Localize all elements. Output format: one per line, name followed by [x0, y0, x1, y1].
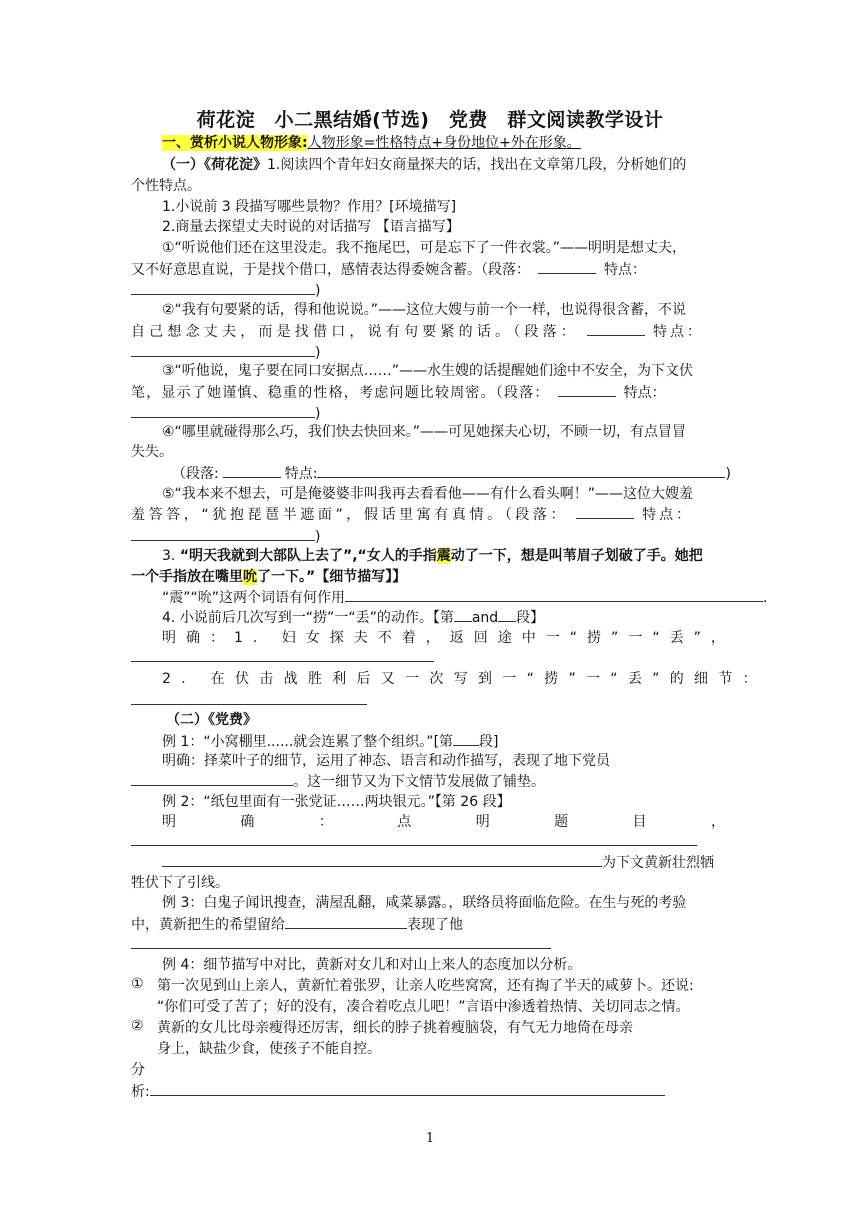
- e2-char: 确: [240, 814, 255, 830]
- paragraph-blank[interactable]: [223, 463, 281, 478]
- q3-number: 3.: [162, 548, 180, 564]
- close-paren: ): [315, 406, 321, 422]
- example-1-answer-a: 明确：择菜叶子的细节，运用了神态、语言和动作描写，表现了地下党员: [162, 753, 610, 769]
- example-2-tail: [162, 852, 714, 873]
- dialogue-3-c: [131, 403, 320, 424]
- section-1-heading: [162, 133, 581, 153]
- dialogue-4-b: 失失。: [131, 444, 173, 460]
- example-4-item-2-a: 黄新的女儿比母亲瘦得还厉害，细长的脖子挑着瘦脑袋，有气无力地倚在母亲: [157, 1020, 633, 1036]
- answer-rule[interactable]: [131, 845, 697, 846]
- trait-blank[interactable]: [131, 403, 315, 418]
- trait-blank[interactable]: [131, 342, 315, 357]
- example-1-end: 段]: [479, 734, 499, 750]
- clarify-label: 明确：: [162, 630, 234, 646]
- example-4: 例 4：细节描写中对比，黄新对女儿和对山上来人的态度加以分析。: [162, 957, 582, 973]
- trait-label: 特点：: [623, 385, 666, 401]
- trait-blank[interactable]: [131, 526, 315, 541]
- dangfei-label: （二）《党费》: [166, 712, 257, 728]
- trait-blank[interactable]: [131, 280, 315, 295]
- dialogue-5-c: [131, 526, 320, 547]
- and-text: and: [471, 610, 499, 626]
- e2-char: 明: [162, 814, 176, 830]
- close-paren: ): [315, 529, 321, 545]
- scene-question: 1.小说前 3 段描写哪些景物？作用？[环境描写]: [162, 199, 457, 215]
- item-2-marker: ②: [131, 1018, 144, 1034]
- example-3-text: 中，黄新把生的希望留给: [131, 917, 285, 933]
- dialogue-4-a: ④“哪里就碰得那么巧，我们快去快回来。”——可见她探夫心切，不顾一切，有点冒冒: [162, 424, 687, 440]
- highlight-shun: 吮: [243, 569, 257, 585]
- detail-quote-a: [162, 546, 703, 566]
- dialogue-2-a: ②“我有句要紧的话，得和他说说。”——这位大嫂与前一个一样，也说得很含蓄，不说: [162, 302, 687, 318]
- answer-blank[interactable]: [162, 852, 602, 867]
- clarify-2-text: 2. 在伏击战胜利后又一次写到一“捞”一“丢”的细节：: [162, 671, 767, 687]
- document-title: 荷花淀 小二黑结婚(节选) 党费 群文阅读教学设计: [196, 109, 664, 131]
- q1-line-a: [162, 155, 686, 175]
- example-2: 例 2：“纸包里面有一张党证……两块银元。”【第 26 段】: [162, 794, 511, 810]
- dialogue-5-b: [131, 504, 693, 525]
- analysis-blank[interactable]: [150, 1081, 665, 1096]
- trait-label: 特点:: [284, 466, 318, 482]
- e2-char: ：: [318, 814, 333, 830]
- paragraph-blank[interactable]: [454, 607, 472, 622]
- highlight-zhen: 震: [436, 548, 451, 564]
- example-4-item-1-b: “你们可受了苦了；好的没有，凑合着吃点儿吧！”言语中渗透着热情、关切同志之情。: [157, 999, 690, 1015]
- example-4-item-2-b: 身上，缺盐少食，使孩子不能自控。: [157, 1041, 381, 1057]
- answer-rule[interactable]: [131, 661, 434, 662]
- detail-quote-b: [131, 567, 406, 587]
- q3-quote-b: 动了一下，想是叫苇眉子划破了手。她把: [450, 548, 703, 564]
- e2-char: 明: [475, 814, 490, 830]
- q1-line-b: 个性特点。: [131, 178, 201, 194]
- q3-quote-c: 一个手指放在嘴里: [131, 569, 243, 585]
- detail-ask-text: “震”“吮”这两个词语有何作用: [162, 590, 346, 606]
- page-number: 1: [425, 1131, 435, 1146]
- paragraph-label: （段落:: [172, 466, 219, 482]
- close-paren: ): [315, 345, 321, 361]
- example-3-a: 例 3：白鬼子闻讯搜查，满屋乱翻，咸菜暴露。，联络员将面临危险。在生与死的考验: [162, 895, 687, 911]
- answer-rule[interactable]: [131, 704, 367, 705]
- dialogue-5-text: 羞答答，“犹抱琵琶半遮面”，假话里寓有真情。（段落：: [131, 507, 569, 523]
- example-1-text: 例 1：“小窝棚里......就会连累了整个组织。”[第: [162, 734, 454, 750]
- dialogue-3-a: ③“听他说，鬼子要在同口安据点……”——水生嫂的话提醒她们途中不安全，为下文伏: [162, 363, 694, 379]
- q3-quote-a: “明天我就到大部队上去了”,“女人的手指: [179, 548, 437, 564]
- clarify-1-text: 1. 妇女探夫不着，返回途中一“捞”一“丢”，: [234, 630, 735, 646]
- q3-quote-d: 了一下。”: [257, 569, 316, 585]
- dialogue-5-a: ⑤“我本来不想去，可是俺婆婆非叫我再去看看他——有什么看头啊！”——这位大嫂羞: [162, 486, 694, 502]
- dialogue-1-c: [131, 280, 320, 301]
- dialogue-2-text: 自己想念丈夫，而是找借口，说有句要紧的话。（段落：: [131, 324, 579, 340]
- trait-blank[interactable]: [317, 463, 725, 478]
- e2-char: 题: [554, 814, 569, 830]
- clarify-1: [162, 628, 735, 648]
- example-2-tail-2: 牲伏下了引线。: [131, 875, 229, 891]
- dialogue-4-c: [172, 463, 731, 484]
- dialogue-1-b: [131, 259, 727, 280]
- answer-blank[interactable]: [131, 771, 293, 786]
- example-4-item-1-a: 第一次见到山上亲人，黄新忙着张罗，让亲人吃些窝窝，还有掏了半天的咸萝卜。还说:: [157, 978, 694, 994]
- dialogue-1-text: 又不好意思直说，于是找个借口，感情表达得委婉含蓄。（段落：: [131, 262, 530, 278]
- paragraph-blank[interactable]: [576, 504, 634, 519]
- dialogue-3-text: 笔，显示了她谨慎、稳重的性格，考虑问题比较周密。（段落：: [131, 385, 550, 401]
- section-1-head: 一、赏析小说人物形象:: [162, 135, 308, 151]
- close-paren: ): [315, 283, 321, 299]
- paragraph-blank[interactable]: [558, 382, 616, 397]
- section-1-formula: 人物形象=性格特点+身份地位+外在形象。: [307, 135, 581, 151]
- example-2-answer: [162, 812, 725, 832]
- answer-rule[interactable]: [131, 948, 551, 949]
- dialogue-2-c: [131, 342, 320, 363]
- example-1-answer-text: 。这一细节又为下文情节发展做了铺垫。: [293, 774, 545, 790]
- example-1: [162, 731, 499, 752]
- example-2-tail-text: 为下文黄新壮烈牺: [602, 855, 714, 871]
- e2-char: 点: [397, 814, 412, 830]
- trait-label: 特点：: [642, 507, 694, 523]
- q3-tag: 【细节描写】】: [315, 569, 407, 585]
- hehuadian-label: （一）《荷花淀》: [162, 157, 267, 173]
- e2-char: 目: [632, 814, 647, 830]
- answer-blank[interactable]: [345, 587, 763, 602]
- laodiu-text: 4. 小说前后几次写到一“捞”一“丢”的动作。【第: [162, 610, 454, 626]
- close-paren: ): [725, 466, 731, 482]
- detail-ask: “震”“吮”这两个词语有何作用 .: [162, 587, 767, 608]
- item-1-marker: ①: [131, 976, 144, 992]
- dialogue-2-b: [131, 321, 704, 342]
- e2-char: ，: [710, 814, 725, 830]
- laodiu-question: [162, 607, 544, 628]
- analysis-label-1: 分: [131, 1062, 145, 1078]
- dialogue-3-b: [131, 382, 666, 403]
- example-1-answer-b: [131, 771, 545, 792]
- example-3-text-2: 表现了他: [407, 917, 463, 933]
- paragraph-blank[interactable]: [538, 259, 596, 274]
- analysis-line: [131, 1081, 665, 1102]
- trait-label: 特点：: [604, 262, 646, 278]
- laodiu-end: 段】: [516, 610, 545, 626]
- analysis-label-2: 析:: [131, 1084, 150, 1100]
- paragraph-blank[interactable]: [587, 321, 645, 336]
- clarify-2: [162, 669, 767, 689]
- answer-blank[interactable]: [285, 914, 407, 929]
- paragraph-blank[interactable]: [498, 607, 516, 622]
- dialogue-1-a: ①“听说他们还在这里没走。我不拖尾巴，可是忘下了一件衣裳。”——明明是想丈夫，: [162, 240, 687, 256]
- trait-label: 特点：: [653, 324, 704, 340]
- example-3-b: [131, 914, 463, 935]
- language-question: 2.商量去探望丈夫时说的对话描写 【语言描写】: [162, 219, 460, 235]
- paragraph-blank[interactable]: [453, 731, 479, 746]
- q1-text-a: 1.阅读四个青年妇女商量探夫的话，找出在文章第几段，分析她们的: [267, 157, 687, 173]
